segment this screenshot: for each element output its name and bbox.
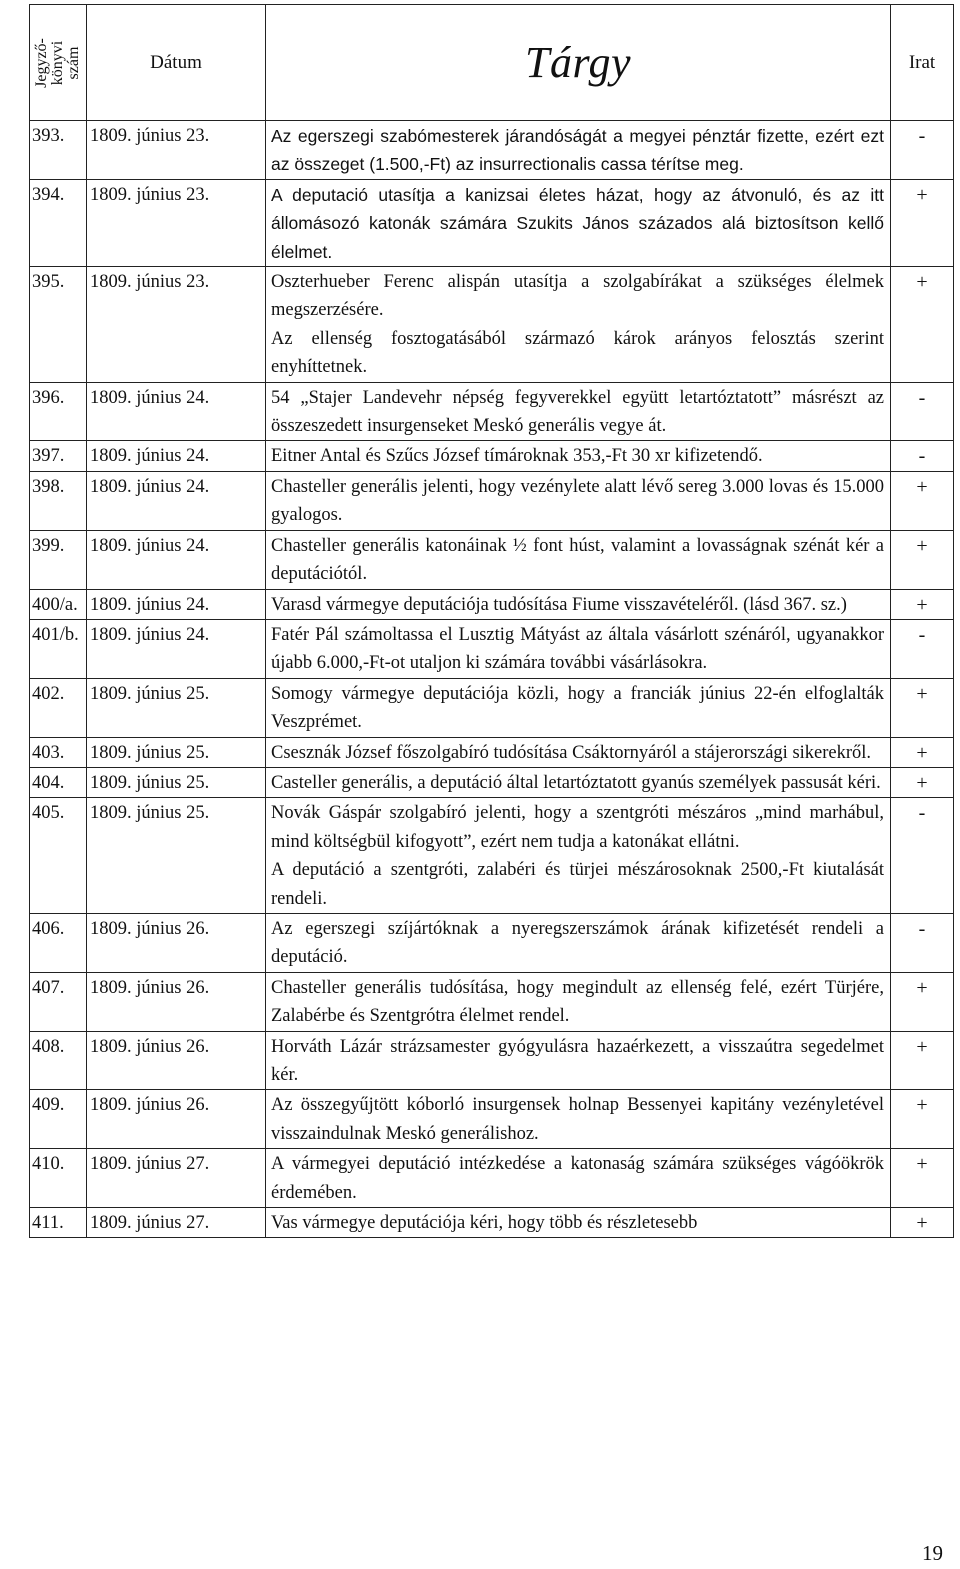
entry-subject (266, 678, 891, 737)
table-row (30, 1090, 954, 1149)
table-row (30, 441, 954, 471)
table-row (30, 382, 954, 441)
table-row (30, 121, 954, 180)
table-row (30, 798, 954, 914)
entry-subject-paragraph: Fatér Pál számoltassa el Lusztig Mátyást az általa vásárlott szénáról, ugyanakkor újabb 6.000,-Ft-ot utaljon ki számára további vásárlásokra. (271, 624, 884, 674)
table-row (30, 589, 954, 619)
entry-document-marker: + (891, 1208, 954, 1238)
table-row (30, 179, 954, 266)
entry-subject (266, 798, 891, 914)
entry-document-marker: + (891, 589, 954, 619)
entry-subject (266, 1090, 891, 1149)
header-date: Dátum (87, 5, 266, 121)
table-row (30, 678, 954, 737)
entry-subject-paragraph: A deputació utasítja a kanizsai életes házat, hogy az átvonuló, és az itt állomásozó katonák számára Szukits János százados alá biztosítson kellő élelmet. (271, 184, 884, 262)
entry-number: 411. (30, 1208, 87, 1238)
entry-document-marker: + (891, 1090, 954, 1149)
entry-date: 1809. június 25. (87, 767, 266, 797)
entry-date: 1809. június 27. (87, 1208, 266, 1238)
entry-date: 1809. június 27. (87, 1149, 266, 1208)
page-number: 19 (922, 1541, 943, 1565)
entry-subject (266, 972, 891, 1031)
register-table (29, 4, 954, 1238)
entry-subject (266, 737, 891, 767)
header-number (30, 5, 87, 121)
table-row (30, 1208, 954, 1238)
entry-subject-paragraph: Casteller generális, a deputáció által letartóztatott gyanús személyek passusát kéri. (271, 772, 881, 793)
entry-document-marker: + (891, 179, 954, 266)
entry-date: 1809. június 25. (87, 737, 266, 767)
entry-date: 1809. június 26. (87, 1090, 266, 1149)
header-subject: Tárgy (266, 5, 891, 121)
entry-subject (266, 441, 891, 471)
entry-number: 404. (30, 767, 87, 797)
entry-document-marker: - (891, 913, 954, 972)
entry-document-marker: + (891, 767, 954, 797)
register-body (30, 121, 954, 1238)
entry-date: 1809. június 26. (87, 913, 266, 972)
entry-document-marker: + (891, 972, 954, 1031)
entry-subject-paragraph: Az ellenség fosztogatásából származó károk arányos felosztás szerint enyhíttetnek. (271, 328, 884, 378)
entry-subject (266, 767, 891, 797)
table-row (30, 972, 954, 1031)
header-number-line: könyvi (49, 40, 66, 85)
entry-number: 410. (30, 1149, 87, 1208)
entry-document-marker: + (891, 1031, 954, 1090)
table-row (30, 767, 954, 797)
table-row (30, 1149, 954, 1208)
entry-number: 408. (30, 1031, 87, 1090)
entry-subject-paragraph: Chasteller generális katonáinak ½ font húst, valamint a lovasságnak szénát kér a deputációtól. (271, 535, 884, 585)
header-number-line: Jegyző- (33, 37, 50, 88)
entry-document-marker: + (891, 530, 954, 589)
table-row (30, 471, 954, 530)
entry-subject-paragraph: A vármegyei deputáció intézkedése a katonaság számára szükséges vágóökrök érdemében. (271, 1154, 884, 1203)
entry-subject (266, 267, 891, 383)
entry-subject-paragraph: Vas vármegye deputációja kéri, hogy több és részletesebb (271, 1213, 698, 1234)
entry-date: 1809. június 23. (87, 121, 266, 180)
entry-document-marker: - (891, 441, 954, 471)
entry-subject (266, 382, 891, 441)
entry-subject-paragraph: Chasteller generális tudósítása, hogy megindult az ellenség felé, ezért Türjére, Zalabérbe és Szentgrótra élelmet rendel. (271, 977, 884, 1027)
entry-number: 393. (30, 121, 87, 180)
entry-date: 1809. június 23. (87, 267, 266, 383)
table-row (30, 619, 954, 678)
entry-document-marker: + (891, 471, 954, 530)
table-row (30, 737, 954, 767)
entry-subject (266, 619, 891, 678)
entry-number: 401/b. (30, 619, 87, 678)
entry-subject-paragraph: Varasd vármegye deputációja tudósítása Fiume visszavételéről. (lásd 367. sz.) (271, 594, 847, 615)
entry-document-marker: + (891, 678, 954, 737)
entry-date: 1809. június 24. (87, 441, 266, 471)
entry-subject (266, 1208, 891, 1238)
entry-subject-paragraph: Csesznák József főszolgabíró tudósítása Csáktornyáról a stájerországi sikerekről. (271, 742, 872, 763)
entry-subject (266, 1031, 891, 1090)
entry-subject-paragraph: Somogy vármegye deputációja közli, hogy a franciák június 22-én elfoglalták Veszprémet. (271, 683, 884, 733)
entry-number: 405. (30, 798, 87, 914)
entry-subject (266, 121, 891, 180)
entry-subject-paragraph: Az egerszegi szabómesterek járandóságát a megyei pénztár fizette, ezért ezt az összeget (1.500,-Ft) az insurrectionalis cassa térítse meg. (271, 126, 884, 175)
entry-subject-paragraph: Az egerszegi szíjártóknak a nyeregszerszámok árának kifizetését rendeli a deputáció. (271, 918, 884, 968)
table-row (30, 1031, 954, 1090)
entry-subject (266, 589, 891, 619)
entry-date: 1809. június 23. (87, 179, 266, 266)
entry-subject (266, 913, 891, 972)
entry-number: 396. (30, 382, 87, 441)
entry-number: 399. (30, 530, 87, 589)
entry-number: 394. (30, 179, 87, 266)
entry-subject-paragraph: Horváth Lázár strázsamester gyógyulásra hazaérkezett, a visszaútra segedelmet kér. (271, 1036, 884, 1085)
entry-subject-paragraph: Oszterhueber Ferenc alispán utasítja a szolgabírákat a szükséges élelmek megszerzésére. (271, 272, 884, 321)
entry-document-marker: - (891, 121, 954, 180)
entry-subject-paragraph: Eitner Antal és Szűcs József tímároknak 353,-Ft 30 xr kifizetendő. (271, 446, 763, 467)
entry-date: 1809. június 24. (87, 589, 266, 619)
entry-number: 409. (30, 1090, 87, 1149)
entry-date: 1809. június 24. (87, 471, 266, 530)
table-row (30, 267, 954, 383)
header-document: Irat (891, 5, 954, 121)
header-number-line: szám (65, 46, 82, 79)
entry-subject (266, 471, 891, 530)
entry-number: 397. (30, 441, 87, 471)
entry-date: 1809. június 24. (87, 619, 266, 678)
table-row (30, 913, 954, 972)
entry-number: 395. (30, 267, 87, 383)
entry-date: 1809. június 26. (87, 972, 266, 1031)
entry-number: 406. (30, 913, 87, 972)
entry-date: 1809. június 25. (87, 678, 266, 737)
entry-subject (266, 179, 891, 266)
entry-date: 1809. június 24. (87, 530, 266, 589)
entry-number: 407. (30, 972, 87, 1031)
entry-subject-paragraph: A deputáció a szentgróti, zalabéri és türjei mészárosoknak 2500,-Ft kiutalását rendeli. (271, 860, 884, 909)
entry-document-marker: + (891, 737, 954, 767)
entry-subject-paragraph: Az összegyűjtött kóborló insurgensek holnap Bessenyei kapitány vezényletével visszaindulnak Meskó generálishoz. (271, 1095, 884, 1144)
entry-date: 1809. június 24. (87, 382, 266, 441)
entry-date: 1809. június 25. (87, 798, 266, 914)
entry-number: 398. (30, 471, 87, 530)
entry-document-marker: - (891, 382, 954, 441)
entry-date: 1809. június 26. (87, 1031, 266, 1090)
entry-document-marker: - (891, 798, 954, 914)
entry-document-marker: - (891, 619, 954, 678)
entry-subject (266, 1149, 891, 1208)
entry-number: 402. (30, 678, 87, 737)
header-row (30, 5, 954, 121)
entry-subject-paragraph: Chasteller generális jelenti, hogy vezénylete alatt lévő sereg 3.000 lovas és 15.000 gyalogos. (271, 476, 884, 526)
table-row (30, 530, 954, 589)
entry-subject-paragraph: 54 „Stajer Landevehr népség fegyverekkel együtt letartóztatott” másrészt az összeszedett insurgenseket Meskó generális vegye át. (271, 387, 884, 437)
entry-number: 403. (30, 737, 87, 767)
entry-subject (266, 530, 891, 589)
entry-document-marker: + (891, 267, 954, 383)
entry-document-marker: + (891, 1149, 954, 1208)
entry-subject-paragraph: Novák Gáspár szolgabíró jelenti, hogy a szentgróti mészáros „mind marhábul, mind költségbül kifogyott”, ezért nem tudja a katonákat ellátni. (271, 803, 884, 852)
entry-number: 400/a. (30, 589, 87, 619)
